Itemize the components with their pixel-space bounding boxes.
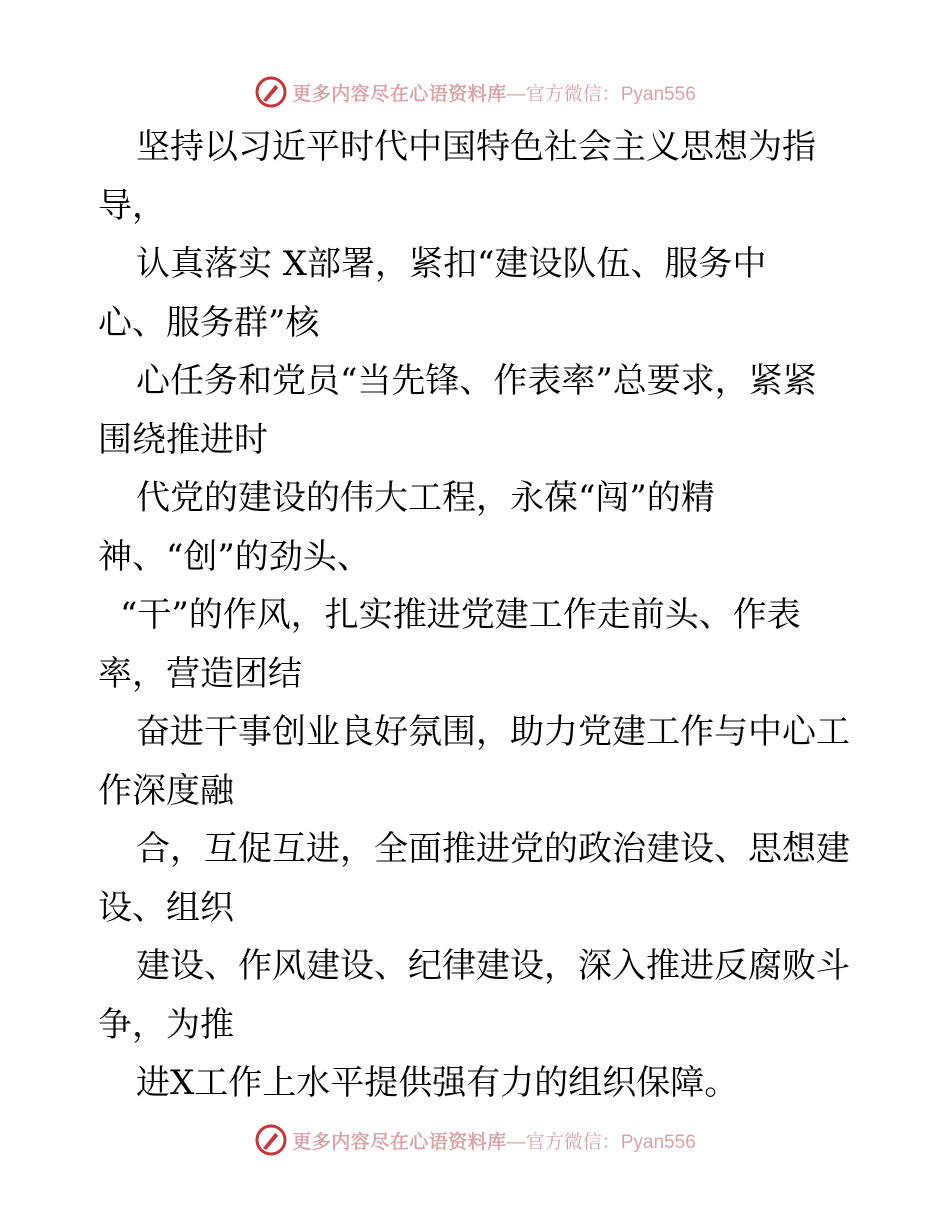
watermark-text: 更多内容尽在心语资料库 [292,1130,507,1153]
header-watermark [0,72,950,112]
text-line: 围绕推进时 [98,419,268,460]
document-body [98,118,858,1113]
text-line: 进X工作上水平提供强有力的组织保障。 [136,1063,739,1103]
text-line: 建设、作风建设、纪律建设，深入推进反腐败斗 [136,946,850,986]
text-line: 认真落实 X部署，紧扣“建设队伍、服务中 [136,244,767,284]
footer-watermark [0,1120,950,1160]
text-line: 代党的建设的伟大工程，永葆“闯”的精 [136,478,715,518]
text-line: 设、组织 [98,887,234,928]
text-line: 奋进干事创业良好氛围，助力党建工作与中心工 [136,712,850,752]
text-line: 心任务和党员“当先锋、作表率”总要求，紧紧 [136,361,817,401]
text-line: 导， [98,185,166,226]
watermark-contact: —官方微信：Pyan556 [506,83,696,105]
text-line: 争，为推 [98,1004,234,1045]
quill-logo-icon [254,1123,288,1157]
watermark-contact: —官方微信：Pyan556 [506,1131,696,1153]
text-line: 作深度融 [98,770,234,811]
text-line: 率，营造团结 [98,653,302,694]
watermark-text: 更多内容尽在心语资料库 [292,82,507,105]
text-line: “干”的作风，扎实推进党建工作走前头、作表 [120,595,801,635]
text-line: 坚持以习近平时代中国特色社会主义思想为指 [136,127,816,167]
text-line: 神、“创”的劲头、 [98,536,371,577]
text-line: 心、服务群”核 [98,302,320,343]
quill-logo-icon [254,75,288,109]
text-line: 合，互促互进，全面推进党的政治建设、思想建 [136,829,850,869]
